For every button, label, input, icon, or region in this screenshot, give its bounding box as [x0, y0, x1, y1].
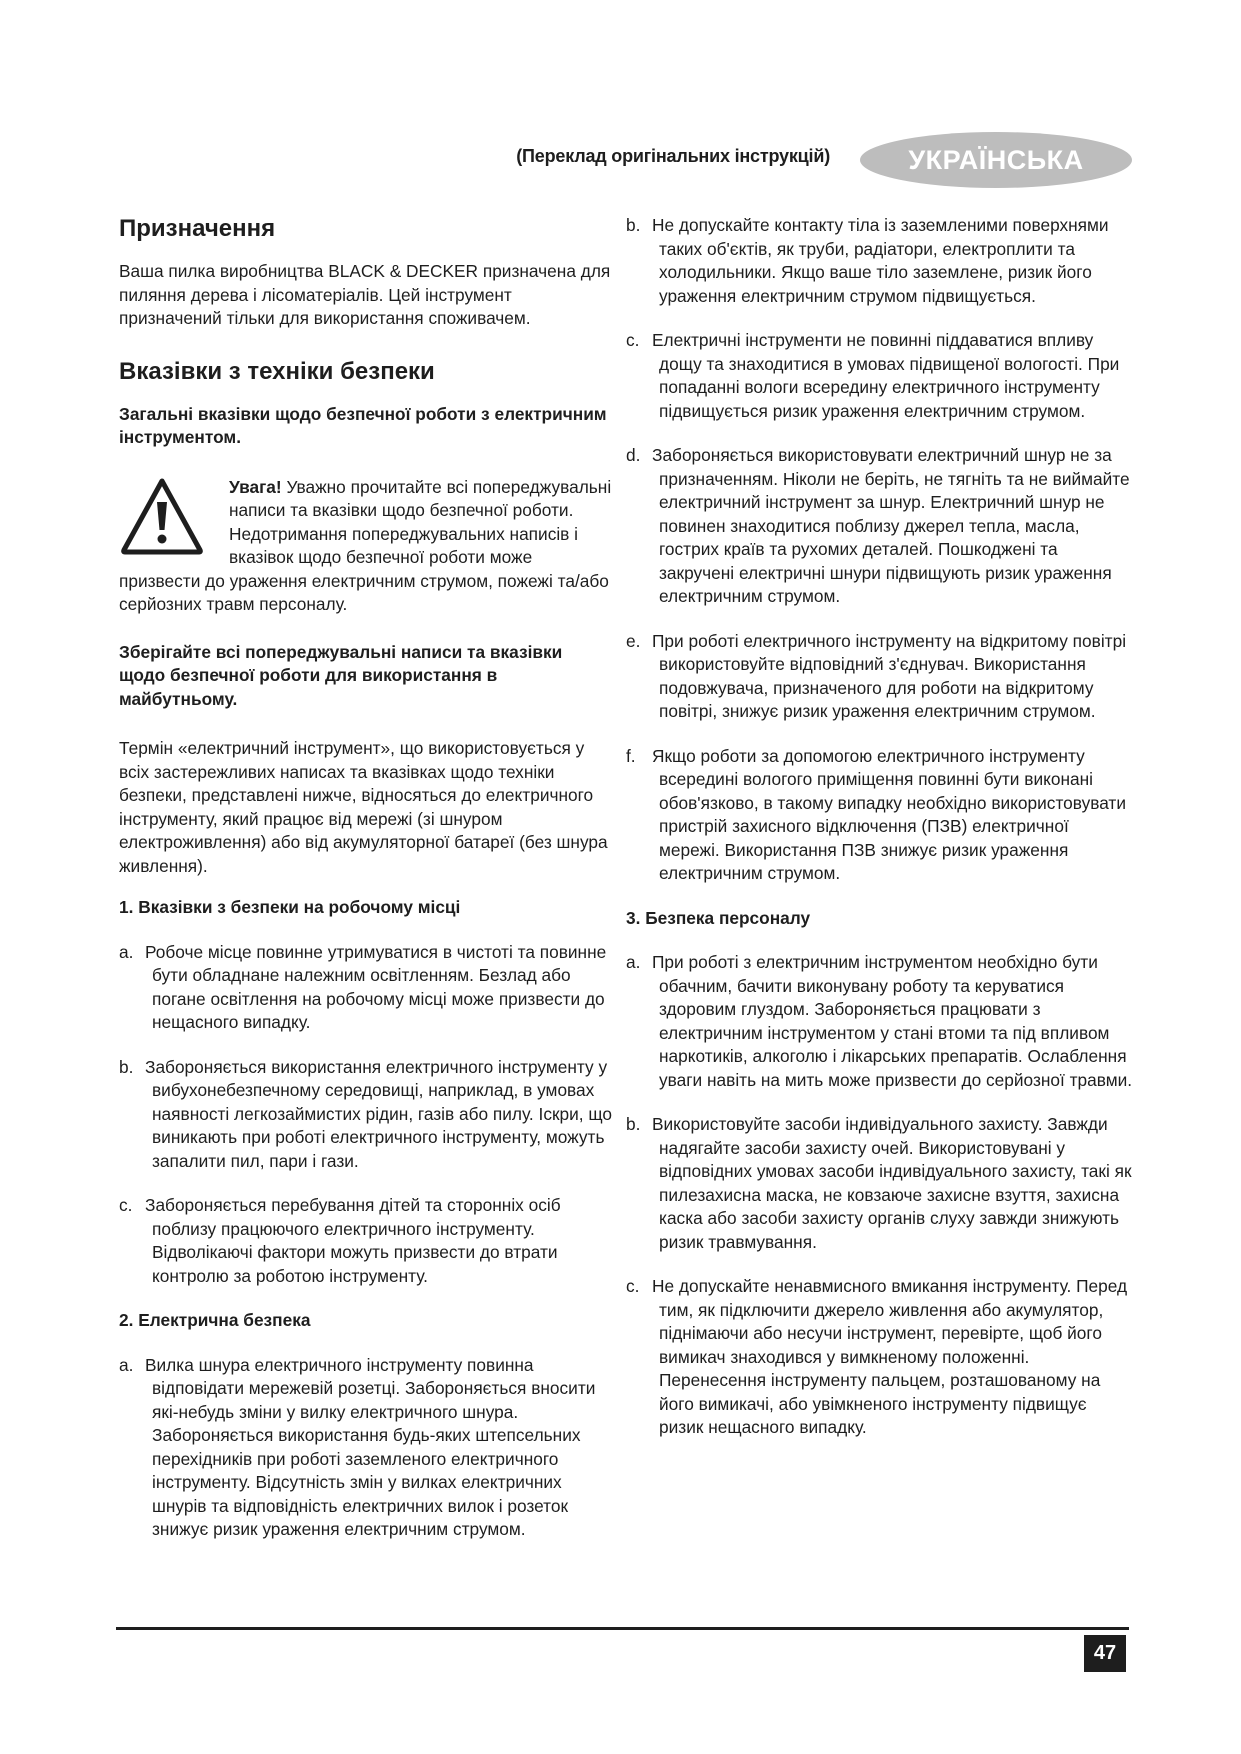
translation-note: (Переклад оригінальних інструкцій): [516, 146, 830, 166]
warning-text: Уважно прочитайте всі попереджувальні написи та вказівки щодо безпечної роботи. Недотримання попереджувальних написів і вказівок щодо безпечної роботи може призвести до ураження електричним струмом, пожежі та/або серйозних травм персоналу.: [119, 476, 612, 614]
term-definition-text: Термін «електричний інструмент», що використовується у всіх застережливих написах та вказівках щодо техніки безпеки, представлені нижче, відносяться до електричного інструменту, який працює від мережі (зі шнуром електроживлення) або від акумуляторної батареї (без шнура живлення).: [119, 738, 608, 876]
item-text: Якщо роботи за допомогою електричного інструменту всередині вологого приміщення повинні бути виконані обов'язково, в такому випадку необхідно використовувати пристрій захисного відключення (ПЗВ) електричної мережі. Використання ПЗВ знижує ризик ураження електричним струмом.: [652, 745, 1126, 883]
list-item: [626, 745, 1134, 886]
section-title-purpose: Призначення: [119, 215, 276, 242]
section-2-heading: 2. Електрична безпека: [119, 1310, 311, 1330]
section-3-heading: 3. Безпека персоналу: [626, 907, 811, 928]
item-text: Вилка шнура електричного інструменту повинна відповідати мережевій розетці. Забороняється вносити які-небудь зміни у вилку електричного шнура. Забороняється використання будь-яких штепсельних перехідників при роботі заземленого електричного інструменту. Відсутність змін у вилках електричних шнурів та відповідність електричних вилок і розеток знижує ризик ураження електричним струмом.: [145, 1354, 596, 1539]
keep-instructions-heading: Зберігайте всі попереджувальні написи та вказівки щодо безпечної роботи для використання в майбутньому.: [119, 641, 563, 709]
left-column: [119, 214, 613, 1563]
list-item: [119, 1354, 613, 1542]
list-item: [626, 329, 1134, 423]
warning-triangle-icon: [119, 476, 205, 556]
right-column: [626, 214, 1134, 1461]
language-badge: УКРАЇНСЬКА: [860, 132, 1132, 188]
item-letter: c.: [626, 1276, 640, 1296]
item-text: Забороняється використання електричного інструменту у вибухонебезпечному середовищі, наприклад, в умовах наявності легкозаймистих рідин, газів або пилу. Іскри, що виникають при роботі електричного інструменту, можуть запалити пил, пари і гази.: [145, 1056, 613, 1171]
item-text: Забороняється перебування дітей та сторонніх осіб поблизу працюючого електричного інструменту. Відволікаючі фактори можуть призвести до втрати контролю за роботою інструменту.: [145, 1195, 561, 1286]
item-text: При роботі з електричним інструментом необхідно бути обачним, бачити виконувану роботу та керуватися здоровим глуздом. Забороняється працювати з електричним інструментом у стані втоми та під впливом наркотиків, алкоголю і лікарських препаратів. Ослаблення уваги навіть на мить може призвести до серйозної травми.: [652, 952, 1133, 1090]
item-text: Не допускайте контакту тіла із заземленими поверхнями таких об'єктів, як труби, радіатори, електроплити та холодильники. Якщо ваше тіло заземлене, ризик його ураження електричним струмом підвищується.: [652, 215, 1109, 306]
list-item: [626, 951, 1134, 1092]
item-letter: b.: [626, 1114, 641, 1134]
item-letter: a.: [119, 941, 134, 962]
item-letter: c.: [119, 1195, 133, 1215]
list-item: [626, 630, 1134, 724]
item-text: Не допускайте ненавмисного вмикання інструменту. Перед тим, як підключити джерело живлення або акумулятор, піднімаючи або несучи інструмент, перевірте, щоб його вимикач знаходився у вимкненому положенні. Перенесення інструменту пальцем, розташованому на його вимикачі, або увімкненого інструменту підвищує ризик нещасного випадку.: [652, 1276, 1128, 1437]
list-item: [119, 941, 613, 1035]
intended-use-text: Ваша пилка виробництва BLACK & DECKER призначена для пиляння дерева і лісоматеріалів. Цей інструмент призначений тільки для використання споживачем.: [119, 261, 611, 328]
item-letter: a.: [626, 952, 641, 972]
item-text: Електричні інструменти не повинні піддаватися впливу дощу та знаходитися в умовах підвищеної вологості. При попаданні вологи всередину електричного інструменту підвищується ризик ураження електричним струмом.: [652, 330, 1120, 421]
warning-label: Увага!: [229, 476, 282, 497]
item-letter: d.: [626, 445, 641, 465]
list-item: [626, 214, 1134, 308]
footer-divider: [116, 1627, 1129, 1630]
item-letter: c.: [626, 330, 640, 350]
general-safety-heading: Загальні вказівки щодо безпечної роботи з електричним інструментом.: [119, 403, 607, 447]
item-letter: b.: [626, 215, 641, 235]
item-letter: a.: [119, 1354, 134, 1375]
item-text: Використовуйте засоби індивідуального захисту. Завжди надягайте засоби захисту очей. Використовувані у відповідних умовах засоби індивідуального захисту, такі як пилезахисна маска, не ковзаюче захисне взуття, захисна каска або засоби захисту органів слуху завжди знижують ризик травмування.: [652, 1114, 1132, 1252]
page-number: 47: [1084, 1635, 1126, 1672]
list-item: [119, 1056, 613, 1174]
item-letter: b.: [119, 1056, 134, 1077]
warning-block: [119, 476, 613, 617]
item-letter: f.: [626, 745, 636, 766]
list-item: [626, 1113, 1134, 1254]
item-text: Робоче місце повинне утримуватися в чистоті та повинне бути обладнане належним освітленням. Безлад або погане освітлення на робочому місці може призвести до нещасного випадку.: [145, 941, 607, 1032]
list-item: [119, 1194, 613, 1288]
section-1-heading: 1. Вказівки з безпеки на робочому місці: [119, 897, 461, 917]
list-item: [626, 444, 1134, 609]
item-letter: e.: [626, 630, 641, 651]
item-text: Забороняється використовувати електричний шнур не за призначенням. Ніколи не беріть, не тягніть та не виймайте електричний інструмент за шнур. Електричний шнур не повинен знаходитися поблизу джерел тепла, масла, гострих країв та рухомих деталей. Пошкоджені та закручені електричні шнури підвищують ризик ураження електричним струмом.: [652, 445, 1130, 606]
list-item: [626, 1275, 1134, 1440]
item-text: При роботі електричного інструменту на відкритому повітрі використовуйте відповідний з'єднувач. Використання подовжувача, призначеного для роботи на відкритому повітрі, знижує ризик ураження електричним струмом.: [652, 630, 1127, 721]
section-title-safety: Вказівки з техніки безпеки: [119, 357, 435, 385]
